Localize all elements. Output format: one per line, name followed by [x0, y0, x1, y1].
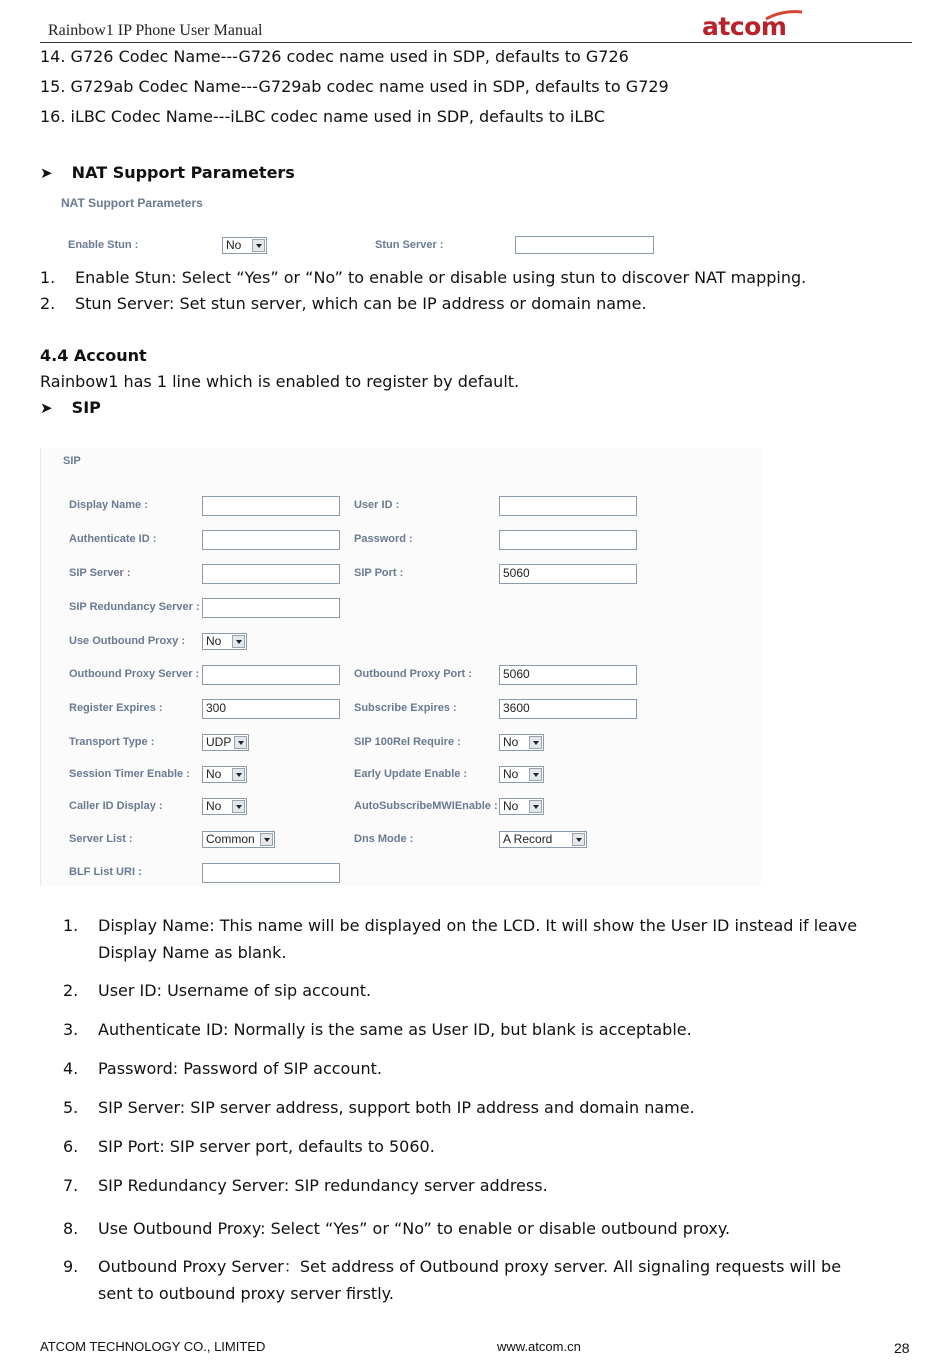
sip-text-input[interactable]: [202, 598, 340, 618]
sip-heading: ➤ SIP: [40, 398, 101, 417]
sip-select[interactable]: [499, 798, 544, 815]
sip-field-label: Authenticate ID :: [69, 533, 157, 545]
list-item-text: Use Outbound Proxy: Select “Yes” or “No” to enable or disable outbound proxy.: [98, 1219, 731, 1238]
list-item-number: 6.: [63, 1137, 79, 1156]
item-number: 14.: [40, 47, 66, 66]
sip-text-input[interactable]: 3600: [499, 699, 637, 719]
sip-select[interactable]: [499, 766, 544, 783]
list-item-text: sent to outbound proxy server firstly.: [98, 1284, 394, 1303]
logo-text: atcom: [702, 12, 787, 41]
sip-text-input[interactable]: [202, 665, 340, 685]
item-text: iLBC Codec Name---iLBC codec name used in SDP, defaults to iLBC: [70, 107, 606, 126]
codec-item: [40, 47, 629, 67]
sip-field-label: Register Expires :: [69, 702, 163, 714]
footer-company: ATCOM TECHNOLOGY CO., LIMITED: [40, 1339, 266, 1354]
select-value: No: [503, 767, 519, 781]
manual-title: Rainbow1 IP Phone User Manual: [48, 22, 263, 39]
select-value: No: [503, 799, 519, 813]
list-item-number: 3.: [63, 1020, 79, 1039]
list-item-number: 4.: [63, 1059, 79, 1078]
header-rule: [40, 42, 912, 43]
enable-stun-label: Enable Stun :: [68, 239, 139, 251]
sip-select[interactable]: [202, 798, 247, 815]
sip-select[interactable]: [202, 831, 275, 848]
item-number: 15.: [40, 77, 66, 96]
list-item-text: Display Name as blank.: [98, 943, 287, 962]
sip-select[interactable]: [499, 831, 587, 848]
dropdown-arrow-icon: [232, 800, 245, 813]
nat-list-item: 1. Enable Stun: Select “Yes” or “No” to enable or disable using stun to discover NAT mapping.: [40, 268, 807, 287]
dropdown-arrow-icon: [252, 239, 265, 252]
enable-stun-select[interactable]: No: [222, 237, 267, 254]
sip-text-input[interactable]: [202, 863, 340, 883]
sip-field-label: Early Update Enable :: [354, 768, 468, 780]
select-value: UDP: [206, 735, 232, 749]
arrow-bullet-icon: ➤: [40, 399, 53, 417]
sip-field-label: SIP Server :: [69, 567, 131, 579]
codec-item: [40, 107, 605, 127]
sip-text-input[interactable]: 5060: [499, 665, 637, 685]
dropdown-arrow-icon: [260, 833, 273, 846]
select-value: No: [206, 799, 222, 813]
list-item-text: SIP Server: SIP server address, support both IP address and domain name.: [98, 1098, 695, 1117]
list-item-text: Password: Password of SIP account.: [98, 1059, 382, 1078]
sip-field-label: Subscribe Expires :: [354, 702, 457, 714]
sip-text-input[interactable]: [202, 496, 340, 516]
dropdown-arrow-icon: [572, 833, 585, 846]
sip-field-label: Session Timer Enable :: [69, 768, 190, 780]
list-item-text: SIP Redundancy Server: SIP redundancy server address.: [98, 1176, 548, 1195]
atcom-logo: [700, 8, 810, 42]
sip-settings-panel: [40, 448, 761, 886]
sip-field-label: Dns Mode :: [354, 833, 414, 845]
sip-field-label: SIP 100Rel Require :: [354, 736, 461, 748]
select-value: No: [503, 735, 519, 749]
item-number: 16.: [40, 107, 66, 126]
select-value: No: [206, 767, 222, 781]
sip-text-input[interactable]: [499, 496, 637, 516]
page-number: 28: [894, 1340, 910, 1356]
nat-list-item: 2. Stun Server: Set stun server, which can be IP address or domain name.: [40, 294, 647, 313]
stun-server-input[interactable]: [515, 236, 654, 254]
sip-select[interactable]: [202, 766, 247, 783]
sip-field-label: Display Name :: [69, 499, 148, 511]
list-item-number: 2.: [63, 981, 79, 1000]
footer-website: www.atcom.cn: [497, 1339, 581, 1354]
dropdown-arrow-icon: [232, 635, 245, 648]
sip-select[interactable]: [499, 734, 544, 751]
select-value: No: [206, 634, 222, 648]
sip-field-label: User ID :: [354, 499, 400, 511]
list-item-text: Authenticate ID: Normally is the same as User ID, but blank is acceptable.: [98, 1020, 692, 1039]
list-item-number: 5.: [63, 1098, 79, 1117]
list-item-text: Outbound Proxy Server：Set address of Outbound proxy server. All signaling requests will be: [98, 1257, 842, 1276]
arrow-bullet-icon: ➤: [40, 164, 53, 182]
sip-select[interactable]: [202, 633, 247, 650]
item-text: G726 Codec Name---G726 codec name used in SDP, defaults to G726: [70, 47, 629, 66]
sip-text-input[interactable]: 300: [202, 699, 340, 719]
dropdown-arrow-icon: [232, 768, 245, 781]
list-item-text: Display Name: This name will be displayed on the LCD. It will show the User ID instead if leave: [98, 916, 858, 935]
list-item-number: 1.: [63, 916, 79, 935]
account-intro: Rainbow1 has 1 line which is enabled to register by default.: [40, 372, 520, 391]
sip-text-input[interactable]: [202, 564, 340, 584]
dropdown-arrow-icon: [529, 768, 542, 781]
list-item-number: 7.: [63, 1176, 79, 1195]
list-item-text: User ID: Username of sip account.: [98, 981, 372, 1000]
sip-text-input[interactable]: [499, 530, 637, 550]
select-value: A Record: [503, 832, 553, 846]
sip-field-label: Password :: [354, 533, 413, 545]
nat-panel-title: NAT Support Parameters: [61, 196, 203, 210]
dropdown-arrow-icon: [529, 736, 542, 749]
codec-item: [40, 77, 669, 97]
nat-heading: ➤ NAT Support Parameters: [40, 163, 295, 182]
sip-text-input[interactable]: [202, 530, 340, 550]
sip-field-label: Use Outbound Proxy :: [69, 635, 186, 647]
sip-field-label: SIP Port :: [354, 567, 404, 579]
sip-field-label: AutoSubscribeMWIEnable :: [354, 800, 498, 812]
account-heading: 4.4 Account: [40, 346, 147, 365]
sip-text-input[interactable]: 5060: [499, 564, 637, 584]
sip-field-label: SIP Redundancy Server :: [69, 601, 200, 613]
dropdown-arrow-icon: [234, 736, 247, 749]
list-item-number: 8.: [63, 1219, 79, 1238]
stun-server-label: Stun Server :: [375, 239, 444, 251]
list-item-text: SIP Port: SIP server port, defaults to 5060.: [98, 1137, 435, 1156]
sip-field-label: Caller ID Display :: [69, 800, 163, 812]
sip-field-label: Transport Type :: [69, 736, 155, 748]
item-text: G729ab Codec Name---G729ab codec name used in SDP, defaults to G729: [70, 77, 669, 96]
sip-field-label: Server List :: [69, 833, 133, 845]
select-value: Common: [206, 832, 255, 846]
sip-field-label: BLF List URI :: [69, 866, 142, 878]
sip-field-label: Outbound Proxy Server :: [69, 668, 200, 680]
list-item-number: 9.: [63, 1257, 79, 1276]
sip-select[interactable]: [202, 734, 249, 751]
dropdown-arrow-icon: [529, 800, 542, 813]
sip-field-label: Outbound Proxy Port :: [354, 668, 472, 680]
sip-panel-title: SIP: [63, 455, 81, 467]
